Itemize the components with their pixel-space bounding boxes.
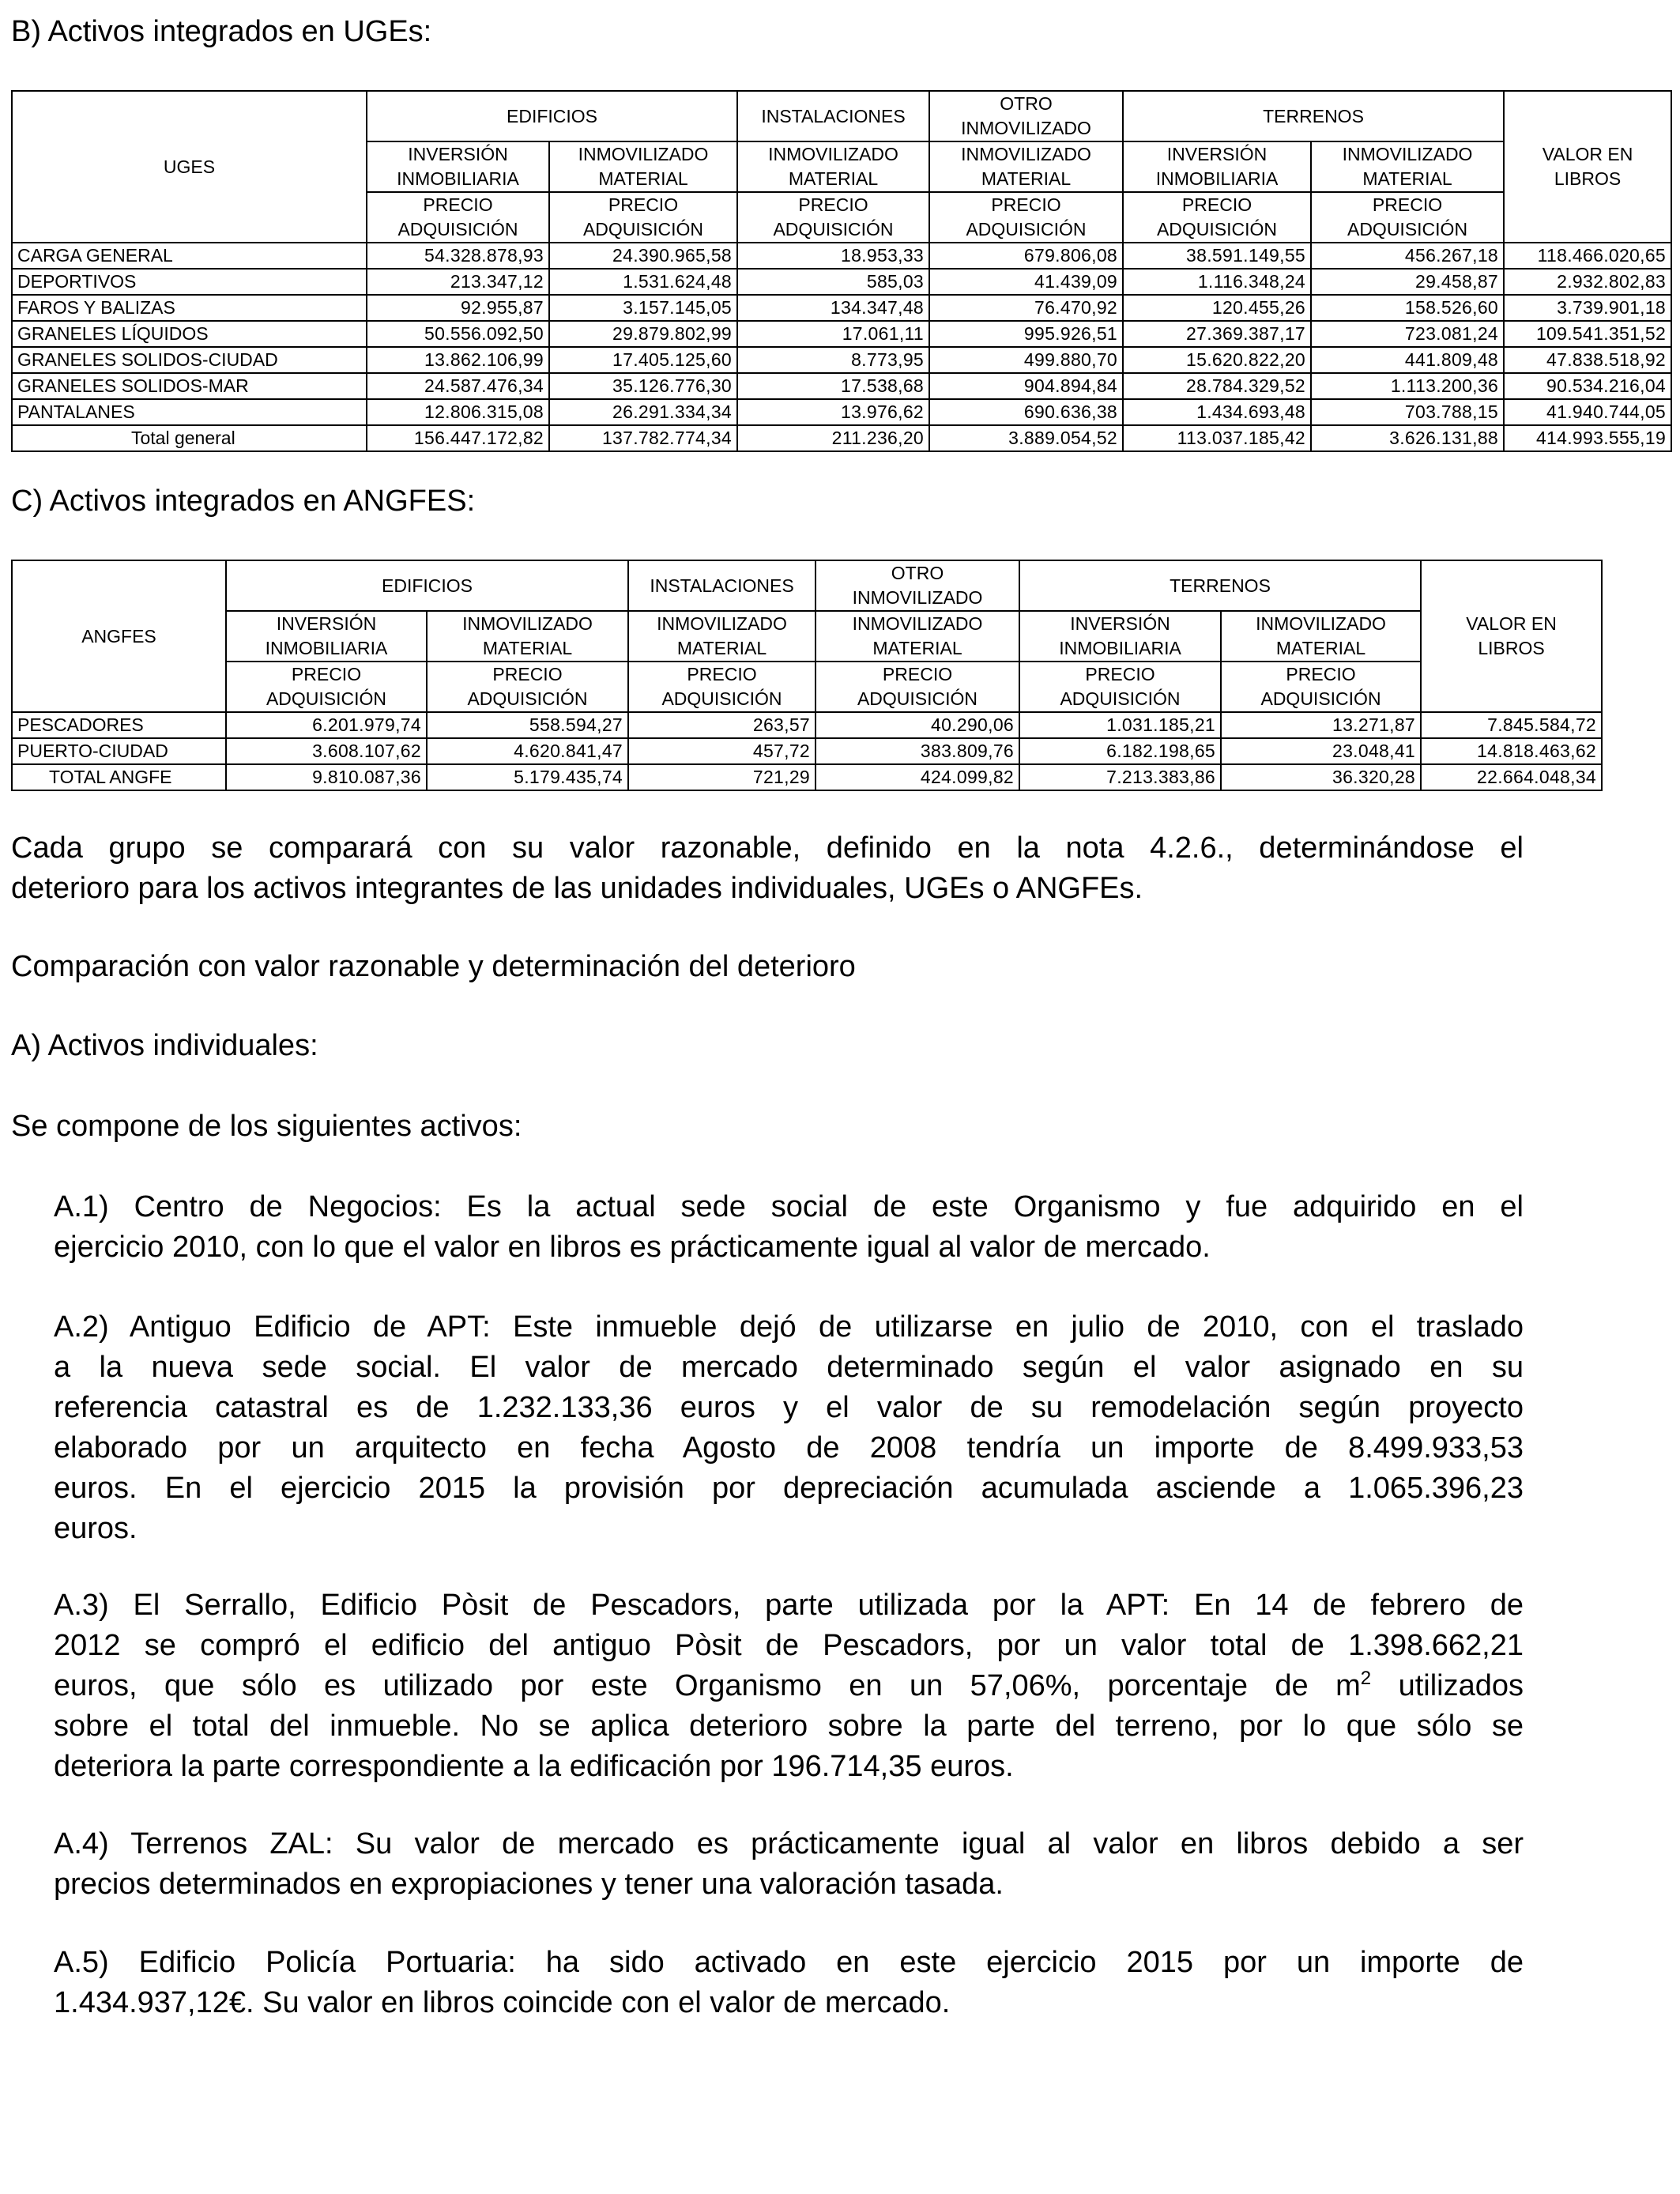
- table-cell: 90.534.216,04: [1504, 373, 1671, 399]
- table-cell: 211.236,20: [737, 425, 929, 451]
- table-cell: 18.953,33: [737, 243, 929, 269]
- table-cell: 1.531.624,48: [549, 269, 737, 295]
- table-cell: 113.037.185,42: [1123, 425, 1311, 451]
- table-row: [12, 712, 1602, 738]
- item-a4: A.4) Terrenos ZAL: Su valor de mercado es prácticamente igual al valor en libros debido a ser precios determinados en expropiaciones y tener una valoración tasada.: [54, 1827, 1524, 1901]
- table-cell: 441.809,48: [1311, 347, 1504, 373]
- item-a5: A.5) Edificio Policía Portuaria: ha sido activado en este ejercicio 2015 por un importe de 1.434.937,12€. Su valor en libros coincide con el valor de mercado.: [54, 1946, 1524, 2019]
- table-row: [12, 399, 1671, 425]
- row-label: PESCADORES: [12, 712, 226, 738]
- table-cell: 2.932.802,83: [1504, 269, 1671, 295]
- table-cell: 424.099,82: [816, 764, 1019, 790]
- precio-adquisicion-header: PRECIO ADQUISICIÓN: [1311, 192, 1504, 243]
- table-cell: 41.439,09: [929, 269, 1123, 295]
- table-cell: 213.347,12: [367, 269, 549, 295]
- table-cell: 9.810.087,36: [226, 764, 427, 790]
- row-label: DEPORTIVOS: [12, 269, 367, 295]
- table-cell: 14.818.463,62: [1421, 738, 1602, 764]
- table-cell: 15.620.822,20: [1123, 347, 1311, 373]
- table-cell: 499.880,70: [929, 347, 1123, 373]
- precio-adquisicion-header: PRECIO ADQUISICIÓN: [1019, 662, 1221, 712]
- table-row: [12, 738, 1602, 764]
- angfes-col-header: ANGFES: [12, 560, 226, 712]
- inmovilizado-material-header: INMOVILIZADO MATERIAL: [1311, 141, 1504, 192]
- item-a2: A.2) Antiguo Edificio de APT: Este inmueble dejó de utilizarse en julio de 2010, con el traslado a la nueva sede social. El valor de mercado determinado según el valor asignado en su referencia catastral es de 1.232.133,36 euros y el valor de su remodelación según proyecto elaborado por un arquitecto en fecha Agosto de 2008 tendría un importe de 8.499.933,53 euros. En el ejercicio 2015 la provisión por depreciación acumulada asciende a 1.065.396,23 euros.: [54, 1310, 1524, 1545]
- table-cell: 703.788,15: [1311, 399, 1504, 425]
- edificios-header: EDIFICIOS: [226, 560, 628, 611]
- table-cell: 17.538,68: [737, 373, 929, 399]
- table-cell: 1.116.348,24: [1123, 269, 1311, 295]
- table-cell: 690.636,38: [929, 399, 1123, 425]
- precio-adquisicion-header: PRECIO ADQUISICIÓN: [427, 662, 628, 712]
- table-cell: 6.182.198,65: [1019, 738, 1221, 764]
- table-cell: 24.390.965,58: [549, 243, 737, 269]
- table-cell: 29.458,87: [1311, 269, 1504, 295]
- row-label: PANTALANES: [12, 399, 367, 425]
- table-cell: 13.862.106,99: [367, 347, 549, 373]
- table-cell: 6.201.979,74: [226, 712, 427, 738]
- table-cell: 456.267,18: [1311, 243, 1504, 269]
- table-cell: 76.470,92: [929, 295, 1123, 321]
- table-cell: 50.556.092,50: [367, 321, 549, 347]
- intro-paragraph: Cada grupo se comparará con su valor razonable, definido en la nota 4.2.6., determinándose el deterioro para los activos integrantes de las unidades individuales, UGEs o ANGFEs.: [11, 831, 1524, 905]
- table-cell: 13.976,62: [737, 399, 929, 425]
- precio-adquisicion-header: PRECIO ADQUISICIÓN: [1221, 662, 1421, 712]
- table-total-row: [12, 425, 1671, 451]
- table-row: [12, 321, 1671, 347]
- inmovilizado-material-header: INMOVILIZADO MATERIAL: [628, 611, 816, 662]
- inversion-inmobiliaria-header: INVERSIÓN INMOBILIARIA: [226, 611, 427, 662]
- table-cell: 54.328.878,93: [367, 243, 549, 269]
- table-cell: 8.773,95: [737, 347, 929, 373]
- table-cell: 27.369.387,17: [1123, 321, 1311, 347]
- table-cell: 22.664.048,34: [1421, 764, 1602, 790]
- precio-adquisicion-header: PRECIO ADQUISICIÓN: [549, 192, 737, 243]
- inmovilizado-material-header: INMOVILIZADO MATERIAL: [816, 611, 1019, 662]
- inversion-inmobiliaria-header: INVERSIÓN INMOBILIARIA: [1123, 141, 1311, 192]
- table-cell: 383.809,76: [816, 738, 1019, 764]
- table-row: [12, 243, 1671, 269]
- instalaciones-header: INSTALACIONES: [628, 560, 816, 611]
- table-cell: 414.993.555,19: [1504, 425, 1671, 451]
- table-cell: 38.591.149,55: [1123, 243, 1311, 269]
- table-cell: 1.113.200,36: [1311, 373, 1504, 399]
- inversion-inmobiliaria-header: INVERSIÓN INMOBILIARIA: [1019, 611, 1221, 662]
- table-cell: 1.031.185,21: [1019, 712, 1221, 738]
- table-cell: 29.879.802,99: [549, 321, 737, 347]
- table-cell: 3.889.054,52: [929, 425, 1123, 451]
- terrenos-header: TERRENOS: [1019, 560, 1421, 611]
- section-a-heading: A) Activos individuales:: [11, 1029, 318, 1062]
- table-cell: 47.838.518,92: [1504, 347, 1671, 373]
- table-cell: 17.405.125,60: [549, 347, 737, 373]
- section-c-title: C) Activos integrados en ANGFES:: [11, 484, 476, 518]
- table-cell: 263,57: [628, 712, 816, 738]
- row-label: GRANELES SOLIDOS-CIUDAD: [12, 347, 367, 373]
- precio-adquisicion-header: PRECIO ADQUISICIÓN: [1123, 192, 1311, 243]
- table-cell: 35.126.776,30: [549, 373, 737, 399]
- otro-inmovilizado-header: OTRO INMOVILIZADO: [929, 91, 1123, 141]
- table-cell: 3.608.107,62: [226, 738, 427, 764]
- table-total-row: [12, 764, 1602, 790]
- table-cell: 156.447.172,82: [367, 425, 549, 451]
- valor-libros-header: VALOR EN LIBROS: [1421, 560, 1602, 712]
- table-cell: 7.845.584,72: [1421, 712, 1602, 738]
- inversion-inmobiliaria-header: INVERSIÓN INMOBILIARIA: [367, 141, 549, 192]
- inmovilizado-material-header: INMOVILIZADO MATERIAL: [427, 611, 628, 662]
- inmovilizado-material-header: INMOVILIZADO MATERIAL: [1221, 611, 1421, 662]
- table-cell: 134.347,48: [737, 295, 929, 321]
- angfes-table: [11, 560, 1603, 791]
- row-label: FAROS Y BALIZAS: [12, 295, 367, 321]
- row-label: Total general: [12, 425, 367, 451]
- section-b-title: B) Activos integrados en UGEs:: [11, 15, 432, 48]
- table-cell: 585,03: [737, 269, 929, 295]
- table-cell: 4.620.841,47: [427, 738, 628, 764]
- table-cell: 13.271,87: [1221, 712, 1421, 738]
- table-cell: 36.320,28: [1221, 764, 1421, 790]
- composition-line: Se compone de los siguientes activos:: [11, 1110, 522, 1143]
- table-cell: 904.894,84: [929, 373, 1123, 399]
- inmovilizado-material-header: INMOVILIZADO MATERIAL: [929, 141, 1123, 192]
- edificios-header: EDIFICIOS: [367, 91, 737, 141]
- precio-adquisicion-header: PRECIO ADQUISICIÓN: [628, 662, 816, 712]
- table-cell: 109.541.351,52: [1504, 321, 1671, 347]
- table-row: [12, 269, 1671, 295]
- uges-table: [11, 90, 1672, 452]
- row-label: PUERTO-CIUDAD: [12, 738, 226, 764]
- precio-adquisicion-header: PRECIO ADQUISICIÓN: [929, 192, 1123, 243]
- table-cell: 28.784.329,52: [1123, 373, 1311, 399]
- row-label: GRANELES LÍQUIDOS: [12, 321, 367, 347]
- table-cell: 40.290,06: [816, 712, 1019, 738]
- table-cell: 558.594,27: [427, 712, 628, 738]
- table-cell: 92.955,87: [367, 295, 549, 321]
- table-row: [12, 373, 1671, 399]
- valor-libros-header: VALOR EN LIBROS: [1504, 91, 1671, 243]
- inmovilizado-material-header: INMOVILIZADO MATERIAL: [737, 141, 929, 192]
- table-cell: 3.626.131,88: [1311, 425, 1504, 451]
- terrenos-header: TERRENOS: [1123, 91, 1504, 141]
- table-cell: 721,29: [628, 764, 816, 790]
- table-cell: 5.179.435,74: [427, 764, 628, 790]
- row-label: TOTAL ANGFE: [12, 764, 226, 790]
- table-cell: 118.466.020,65: [1504, 243, 1671, 269]
- table-cell: 24.587.476,34: [367, 373, 549, 399]
- table-cell: 679.806,08: [929, 243, 1123, 269]
- table-cell: 3.157.145,05: [549, 295, 737, 321]
- item-a3: A.3) El Serrallo, Edificio Pòsit de Pescadors, parte utilizada por la APT: En 14 de febrero de 2012 se compró el edificio del antiguo Pòsit de Pescadors, por un valor total de 1.398.662,21 euros, que sólo es utilizado por este Organismo en un 57,06%, porcentaje de $m^2$ utilizados sobre el total del inmueble. No se aplica deterioro sobre la parte del terreno, por lo que sólo se deteriora la parte correspondiente a la edificación por 196.714,35 euros.: [54, 1589, 1524, 1783]
- table-row: [12, 295, 1671, 321]
- precio-adquisicion-header: PRECIO ADQUISICIÓN: [816, 662, 1019, 712]
- row-label: GRANELES SOLIDOS-MAR: [12, 373, 367, 399]
- table-cell: 158.526,60: [1311, 295, 1504, 321]
- table-cell: 26.291.334,34: [549, 399, 737, 425]
- table-cell: 137.782.774,34: [549, 425, 737, 451]
- table-cell: 3.739.901,18: [1504, 295, 1671, 321]
- row-label: CARGA GENERAL: [12, 243, 367, 269]
- precio-adquisicion-header: PRECIO ADQUISICIÓN: [367, 192, 549, 243]
- table-cell: 120.455,26: [1123, 295, 1311, 321]
- table-cell: 23.048,41: [1221, 738, 1421, 764]
- table-row: [12, 347, 1671, 373]
- table-cell: 457,72: [628, 738, 816, 764]
- table-cell: 1.434.693,48: [1123, 399, 1311, 425]
- precio-adquisicion-header: PRECIO ADQUISICIÓN: [226, 662, 427, 712]
- table-cell: 995.926,51: [929, 321, 1123, 347]
- comparison-heading: Comparación con valor razonable y determinación del deterioro: [11, 950, 856, 983]
- table-cell: 17.061,11: [737, 321, 929, 347]
- item-a1: A.1) Centro de Negocios: Es la actual sede social de este Organismo y fue adquirido en el ejercicio 2010, con lo que el valor en libros es prácticamente igual al valor de mercado.: [54, 1190, 1524, 1264]
- instalaciones-header: INSTALACIONES: [737, 91, 929, 141]
- table-cell: 7.213.383,86: [1019, 764, 1221, 790]
- table-cell: 723.081,24: [1311, 321, 1504, 347]
- precio-adquisicion-header: PRECIO ADQUISICIÓN: [737, 192, 929, 243]
- table-cell: 41.940.744,05: [1504, 399, 1671, 425]
- uges-col-header: UGES: [12, 91, 367, 243]
- otro-inmovilizado-header: OTRO INMOVILIZADO: [816, 560, 1019, 611]
- inmovilizado-material-header: INMOVILIZADO MATERIAL: [549, 141, 737, 192]
- table-cell: 12.806.315,08: [367, 399, 549, 425]
